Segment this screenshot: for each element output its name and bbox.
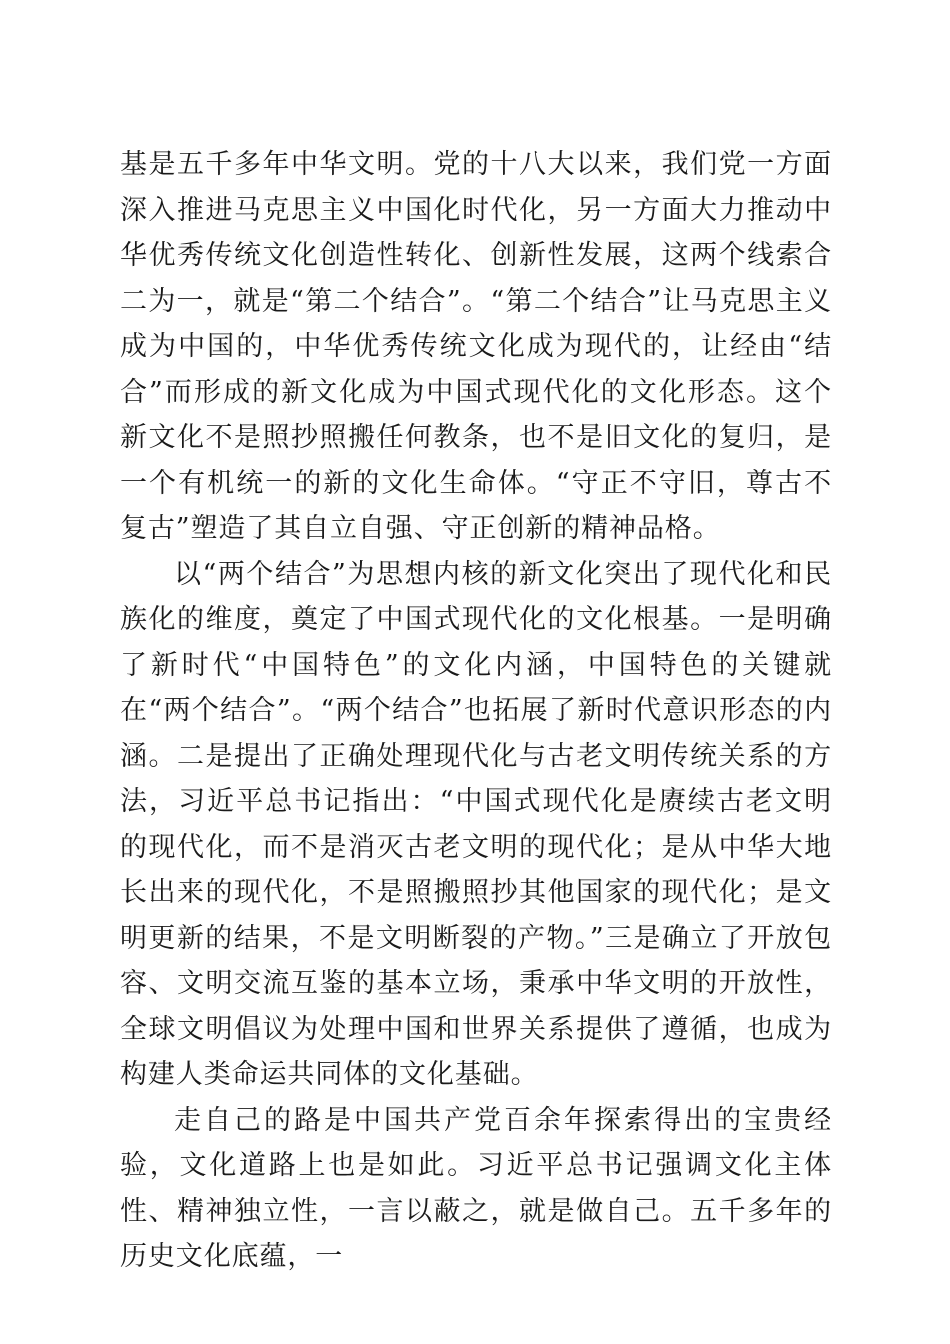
paragraph-1: 基是五千多年中华文明。党的十八大以来，我们党一方面深入推进马克思主义中国化时代化，另一方面大力推动中华优秀传统文化创造性转化、创新性发展，这两个线索合二为一，就是“第二个结合”。“第二个结合”让马克思主义成为中国的，中华优秀传统文化成为现代的，让经由“结合”而形成的新文化成为中国式现代化的文化形态。这个新文化不是照抄照搬任何教条，也不是旧文化的复归，是一个有机统一的新的文化生命体。“守正不守旧，尊古不复古”塑造了其自立自强、守正创新的精神品格。 bbox=[120, 149, 832, 544]
body-text bbox=[120, 142, 832, 1280]
paragraph-2: 以“两个结合”为思想内核的新文化突出了现代化和民族化的维度，奠定了中国式现代化的文化根基。一是明确了新时代“中国特色”的文化内涵，中国特色的关键就在“两个结合”。“两个结合”也拓展了新时代意识形态的内涵。二是提出了正确处理现代化与古老文明传统关系的方法，习近平总书记指出：“中国式现代化是赓续古老文明的现代化，而不是消灭古老文明的现代化；是从中华大地长出来的现代化，不是照搬照抄其他国家的现代化；是文明更新的结果，不是文明断裂的产物。”三是确立了开放包容、文明交流互鉴的基本立场，秉承中华文明的开放性，全球文明倡议为处理中国和世界关系提供了遵循，也成为构建人类命运共同体的文化基础。 bbox=[120, 558, 832, 1090]
paragraph-3: 走自己的路是中国共产党百余年探索得出的宝贵经验，文化道路上也是如此。习近平总书记强调文化主体性、精神独立性，一言以蔽之，就是做自己。五千多年的历史文化底蕴，一 bbox=[120, 1104, 832, 1272]
